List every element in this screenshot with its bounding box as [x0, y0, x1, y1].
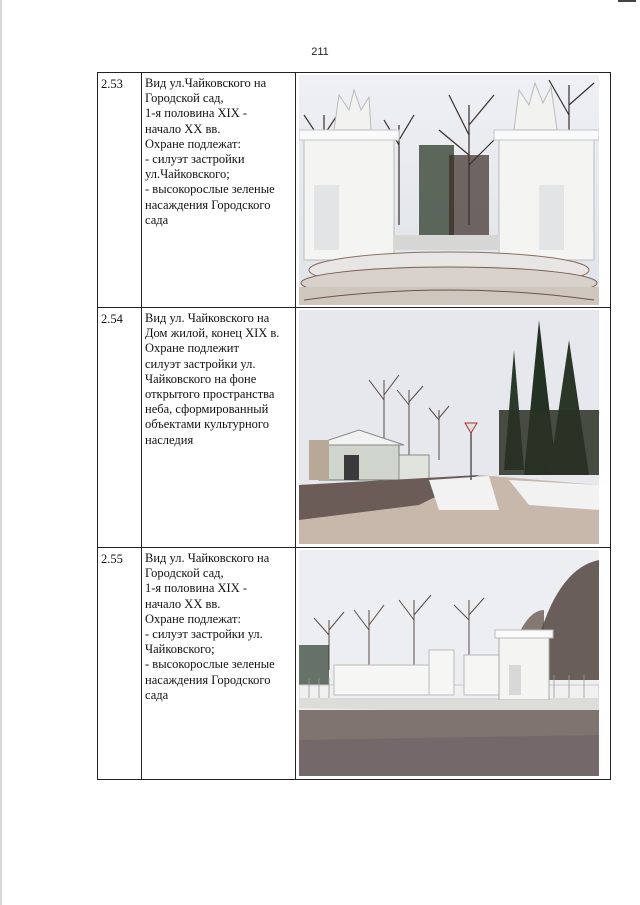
desc-line: наследия [145, 432, 194, 447]
desc-line: 1-я половина XIX - [145, 581, 248, 596]
monuments-table [97, 72, 611, 780]
scan-corner-mark [618, 0, 636, 2]
desc-line: Вид ул. Чайковского на [145, 311, 270, 325]
desc-line: Городской сад, [145, 91, 224, 106]
desc-line: насаждения Городского [145, 197, 271, 212]
table-row [98, 548, 611, 780]
desc-line: Чайковского; [145, 642, 215, 657]
row-number: 2.54 [98, 308, 142, 548]
desc-line: - силуэт застройки [145, 152, 245, 167]
row-number: 2.55 [98, 548, 142, 780]
desc-line: - высокорослые зеленые [145, 182, 275, 197]
desc-line: Охране подлежат: [145, 136, 241, 151]
row-description [142, 308, 296, 548]
desc-line: сада [145, 212, 169, 227]
desc-line: Дом жилой, конец XIX в. [145, 326, 280, 341]
row-description [142, 548, 296, 780]
desc-line: начало XX вв. [145, 121, 221, 136]
table-row [98, 73, 611, 308]
desc-line: объектами культурного [145, 417, 269, 432]
desc-line: Вид ул. Чайковского на [145, 551, 270, 565]
desc-line: насаждения Городского [145, 672, 271, 687]
garden-fence-photo [299, 550, 599, 776]
table-row [98, 308, 611, 548]
scan-edge [0, 0, 2, 905]
desc-line: Городской сад, [145, 566, 224, 581]
desc-line: - силуэт застройки ул. [145, 627, 263, 642]
row-description [142, 73, 296, 308]
desc-line: сада [145, 687, 169, 702]
desc-line: открытого пространства [145, 387, 275, 402]
row-photo-cell [296, 308, 611, 548]
row-photo-cell [296, 73, 611, 308]
desc-line: 1-я половина XIX - [145, 106, 248, 121]
desc-line: начало XX вв. [145, 596, 221, 611]
row-number: 2.53 [98, 73, 142, 308]
desc-line: силуэт застройки ул. [145, 356, 256, 371]
street-house-photo [299, 310, 599, 544]
desc-line: неба, сформированный [145, 402, 269, 417]
desc-line: Охране подлежит [145, 341, 239, 356]
desc-line: ул.Чайковского; [145, 167, 230, 182]
desc-line: Вид ул.Чайковского на [145, 76, 267, 90]
desc-line: Охране подлежат: [145, 611, 241, 626]
desc-line: - высокорослые зеленые [145, 657, 275, 672]
garden-gate-photo [299, 75, 599, 305]
desc-line: Чайковского на фоне [145, 371, 257, 386]
page-number: 211 [311, 46, 329, 58]
row-photo-cell [296, 548, 611, 780]
